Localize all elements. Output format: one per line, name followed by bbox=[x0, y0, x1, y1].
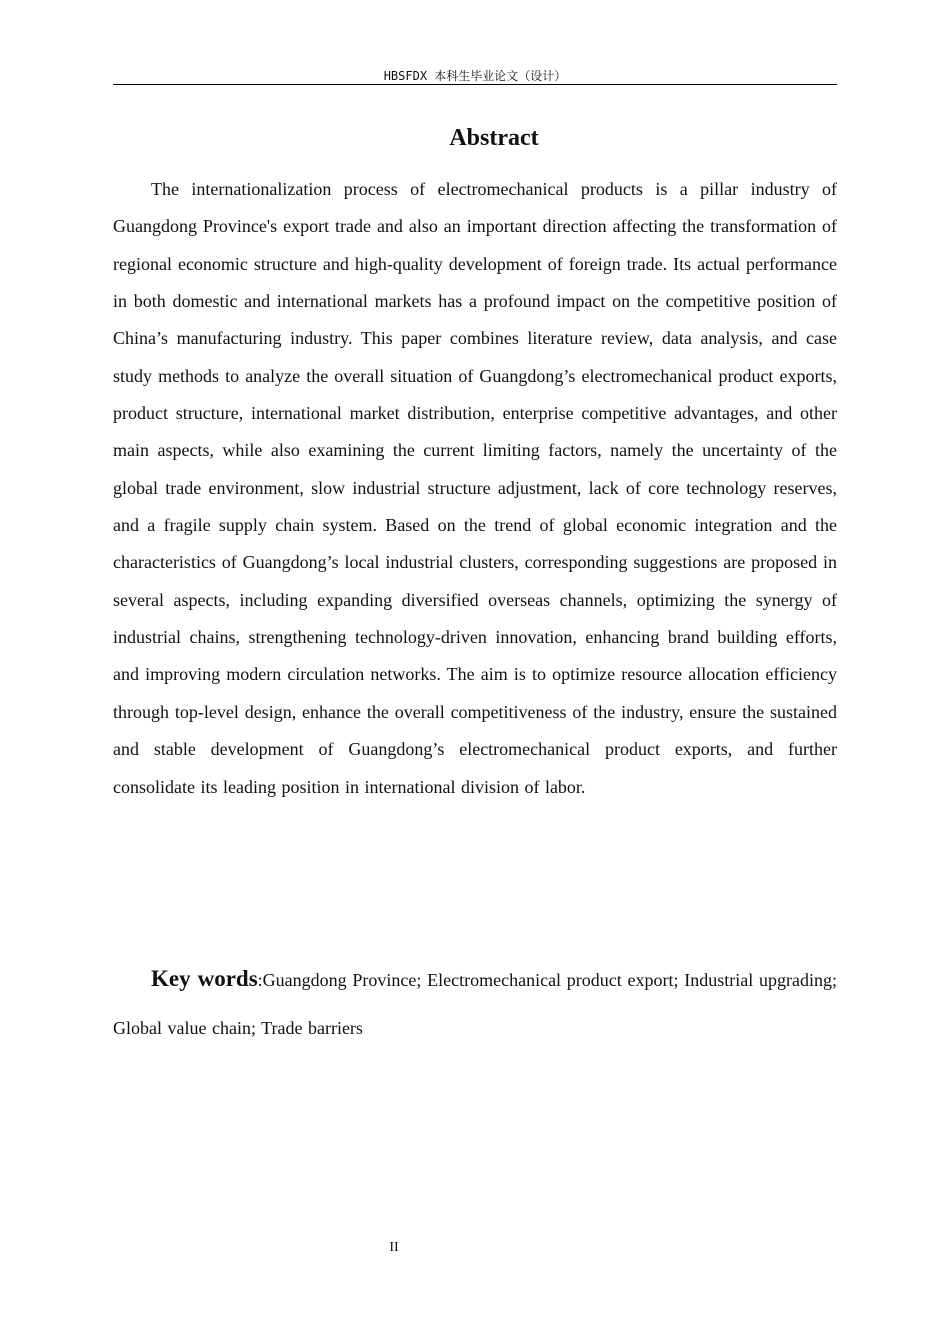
page-number: II bbox=[389, 1240, 399, 1255]
page-header bbox=[113, 68, 837, 85]
header-text: HBSFDX 本科生毕业论文（设计） bbox=[383, 69, 567, 83]
keywords-text: Guangdong Province; Electromechanical product export; Industrial upgrading; Global value chain; Trade barriers bbox=[113, 970, 837, 1038]
keywords-paragraph bbox=[113, 955, 837, 1052]
keywords-separator: : bbox=[257, 970, 263, 990]
keywords-label: Key words bbox=[151, 966, 258, 991]
abstract-title: Abstract bbox=[449, 125, 539, 151]
abstract-body: The internationalization process of electromechanical products is a pillar industry of Guangdong Province's export trade and also an important direction affecting the transformation of regional economic structure and high-quality development of foreign trade. Its actual performance in both domestic and international markets has a profound impact on the competitive position of China’s manufacturing industry. This paper combines literature review, data analysis, and case study methods to analyze the overall situation of Guangdong’s electromechanical product exports, product structure, international market distribution, enterprise competitive advantages, and other main aspects, while also examining the current limiting factors, namely the uncertainty of the global trade environment, slow industrial structure adjustment, lack of core technology reserves, and a fragile supply chain system. Based on the trend of global economic integration and the characteristics of Guangdong’s local industrial clusters, corresponding suggestions are proposed in several aspects, including expanding diversified overseas channels, optimizing the synergy of industrial chains, strengthening technology-driven innovation, enhancing brand building efforts, and improving modern circulation networks. The aim is to optimize resource allocation efficiency through top-level design, enhance the overall competitiveness of the industry, ensure the sustained and stable development of Guangdong’s electromechanical product exports, and further consolidate its leading position in international division of labor. bbox=[113, 179, 837, 797]
